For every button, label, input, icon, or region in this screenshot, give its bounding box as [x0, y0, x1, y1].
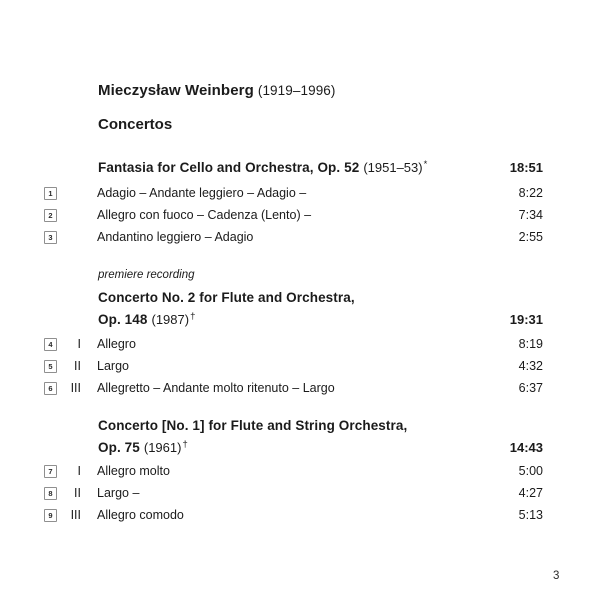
footnote-dagger: † [190, 311, 196, 322]
track-number: 2 [48, 210, 53, 220]
track-row [44, 357, 543, 375]
movement-title: Adagio – Andante leggiero – Adagio – [97, 186, 307, 200]
track-number-box [44, 187, 57, 200]
track-duration: 8:22 [518, 186, 543, 200]
work-opus: Op. 148 [98, 312, 148, 327]
movement-numeral: I [77, 337, 81, 351]
track-row [44, 206, 543, 224]
work-title-line1: Concerto [No. 1] for Flute and String Orchestra, [98, 418, 408, 433]
work-opus: Op. 75 [98, 440, 140, 455]
track-number-box [44, 360, 57, 373]
track-number: 6 [48, 383, 53, 393]
work-duration: 19:31 [509, 312, 543, 327]
composer-dates: (1919–1996) [257, 83, 336, 98]
work-duration: 14:43 [509, 440, 543, 455]
track-duration: 4:32 [518, 359, 543, 373]
work-year: (1961) [143, 440, 182, 455]
movement-title: Allegro molto [97, 464, 170, 478]
work-year: (1951–53) [363, 160, 423, 175]
movement-numeral: II [74, 359, 81, 373]
track-row [44, 462, 543, 480]
premiere-recording-note: premiere recording [98, 269, 195, 281]
track-number: 8 [48, 488, 53, 498]
movement-title: Largo [97, 359, 129, 373]
movement-title: Allegro comodo [97, 508, 184, 522]
track-number-box [44, 509, 57, 522]
track-row [44, 184, 543, 202]
page-number: 3 [553, 570, 560, 582]
movement-title: Allegretto – Andante molto ritenuto – Largo [97, 381, 335, 395]
movement-title: Andantino leggiero – Adagio [97, 230, 254, 244]
movement-title: Allegro con fuoco – Cadenza (Lento) – [97, 208, 312, 222]
track-duration: 6:37 [518, 381, 543, 395]
track-number: 5 [48, 361, 53, 371]
track-number: 7 [48, 466, 53, 476]
work-heading-concerto-2 [98, 287, 543, 333]
album-title: Concertos [98, 116, 173, 133]
track-number-box [44, 382, 57, 395]
work-heading-fantasia [98, 160, 543, 175]
footnote-asterisk: * [423, 159, 428, 170]
work-heading-line2 [98, 309, 543, 333]
work-duration: 18:51 [509, 160, 543, 175]
movement-title: Allegro [97, 337, 136, 351]
work-heading-line2 [98, 437, 543, 461]
work-heading-concerto-1 [98, 415, 543, 461]
movement-numeral: III [70, 508, 81, 522]
work-heading-left [98, 160, 427, 175]
track-number: 4 [48, 339, 53, 349]
work-title: Fantasia for Cello and Orchestra, Op. 52 [98, 160, 360, 175]
footnote-dagger: † [182, 439, 188, 450]
track-duration: 5:00 [518, 464, 543, 478]
track-number: 9 [48, 510, 53, 520]
composer-name: Mieczysław Weinberg [98, 82, 254, 99]
track-number-box [44, 338, 57, 351]
track-number-box [44, 209, 57, 222]
track-number: 3 [48, 232, 53, 242]
composer-line [98, 82, 336, 99]
track-row [44, 506, 543, 524]
track-number-box [44, 465, 57, 478]
track-duration: 5:13 [518, 508, 543, 522]
track-duration: 7:34 [518, 208, 543, 222]
movement-title: Largo – [97, 486, 140, 500]
track-number-box [44, 231, 57, 244]
track-row [44, 228, 543, 246]
track-duration: 4:27 [518, 486, 543, 500]
track-row [44, 484, 543, 502]
track-duration: 8:19 [518, 337, 543, 351]
work-year: (1987) [151, 312, 190, 327]
work-heading-left [98, 437, 188, 461]
track-row [44, 335, 543, 353]
track-row [44, 379, 543, 397]
work-title-line1: Concerto No. 2 for Flute and Orchestra, [98, 290, 355, 305]
work-heading-left [98, 309, 195, 333]
track-number: 1 [48, 188, 53, 198]
movement-numeral: II [74, 486, 81, 500]
movement-numeral: I [77, 464, 81, 478]
track-number-box [44, 487, 57, 500]
track-duration: 2:55 [518, 230, 543, 244]
movement-numeral: III [70, 381, 81, 395]
